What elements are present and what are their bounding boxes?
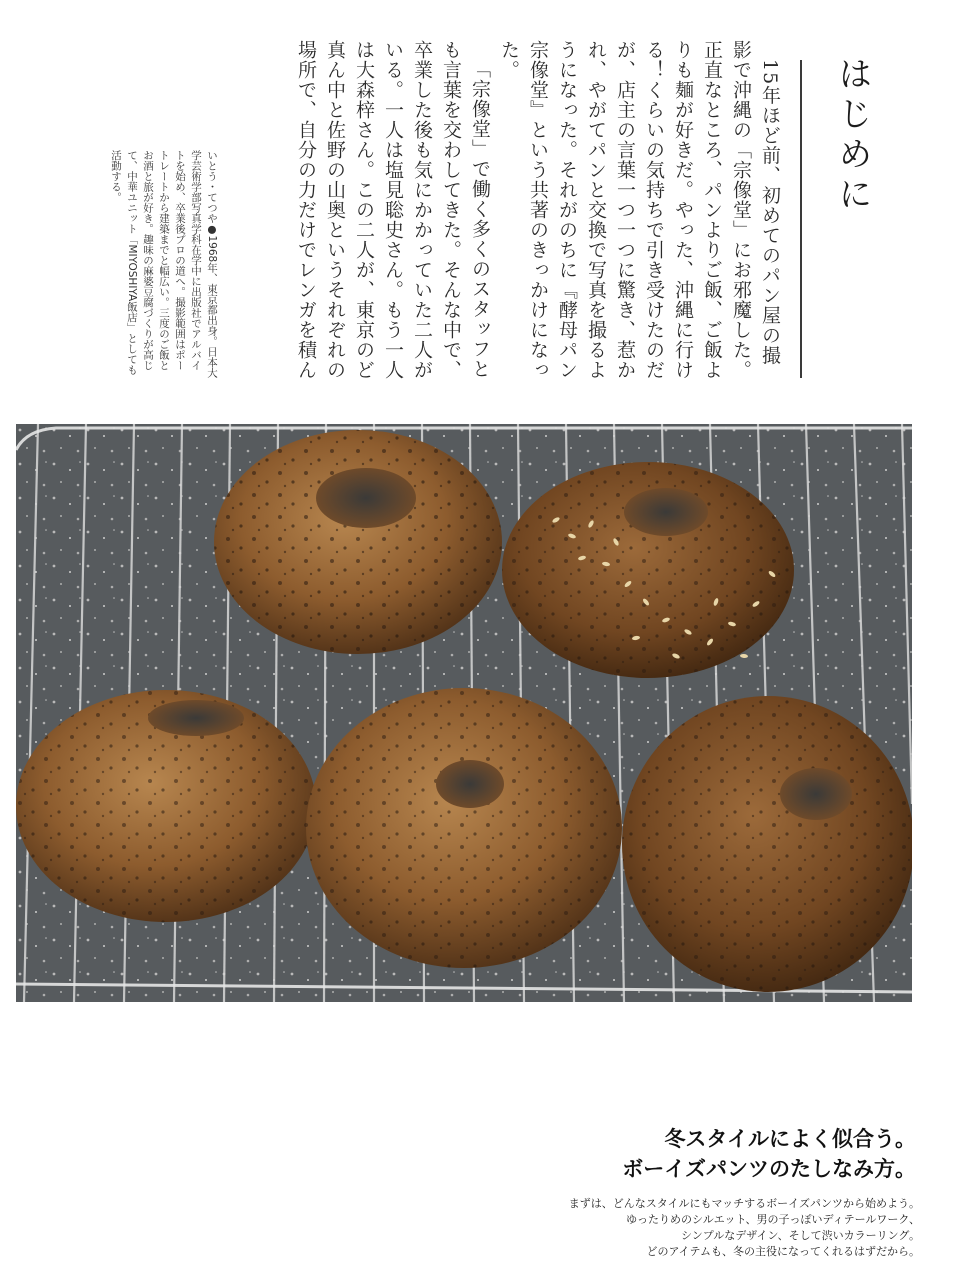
bagel-3: [16, 690, 316, 922]
bagel-4: [306, 688, 622, 968]
bagel-2: [502, 462, 794, 678]
caption-title-line-1: 冬スタイルによく似合う。: [664, 1127, 916, 1151]
paragraph-2: 「宗像堂」で働く多くのスタッフとも言葉を交わしてきた。そんな中で、卒業した後も気にかかっていた二人がいる。一人は塩見聡史さん。もう一人は大森梓さん。この二人が、東京のど真ん中と佐野の山奥というそれぞれの場所で、自分の力だけでレンガを積ん: [295, 40, 491, 380]
photographer-profile: いとう・てつや●1968年、東京都出身。日本大学芸術学部写真学科在学中に出版社でアルバイトを始め、卒業後プロの道へ。撮影範囲はポートレートから建築までと幅広い。三度のご飯とお酒と旅が好き。趣味の麻婆豆腐づくりが高じて、中華ユニット「MIYOSHIYA飯店」としても活動する。: [110, 150, 218, 378]
caption-line-3: シンプルなデザイン、そして渋いカラーリング。: [681, 1229, 920, 1242]
caption-title: [622, 1124, 916, 1184]
bagel-photo: [16, 424, 912, 1002]
bagel-5: [622, 696, 912, 992]
caption-title-line-2: ボーイズパンツのたしなみ方。: [622, 1157, 916, 1181]
bagel-1: [214, 430, 502, 654]
caption-line-4: どのアイテムも、冬の主役になってくれるはずだから。: [646, 1245, 920, 1258]
caption-body: [569, 1196, 920, 1260]
caption-line-1: まずは、どんなスタイルにもマッチするボーイズパンツから始めよう。: [568, 1197, 920, 1210]
title-divider: [800, 60, 802, 378]
paragraph-1: 15年ほど前、初めてのパン屋の撮影で沖縄の「宗像堂」にお邪魔した。正直なところ、パンよりご飯、ご飯よりも麺が好きだ。やった、沖縄に行ける！くらいの気持ちで引き受けたのだが、店主の言葉一つ一つに驚き、惹かれ、やがてパンと交換で写真を撮るようになった。それがのちに『酵母パン 宗像堂』という共著のきっかけになった。: [498, 40, 781, 380]
article-title: はじめに: [832, 56, 872, 216]
caption-line-2: ゆったりめのシルエット、男の子っぽいディテールワーク、: [626, 1213, 920, 1226]
article-body: [288, 40, 784, 380]
